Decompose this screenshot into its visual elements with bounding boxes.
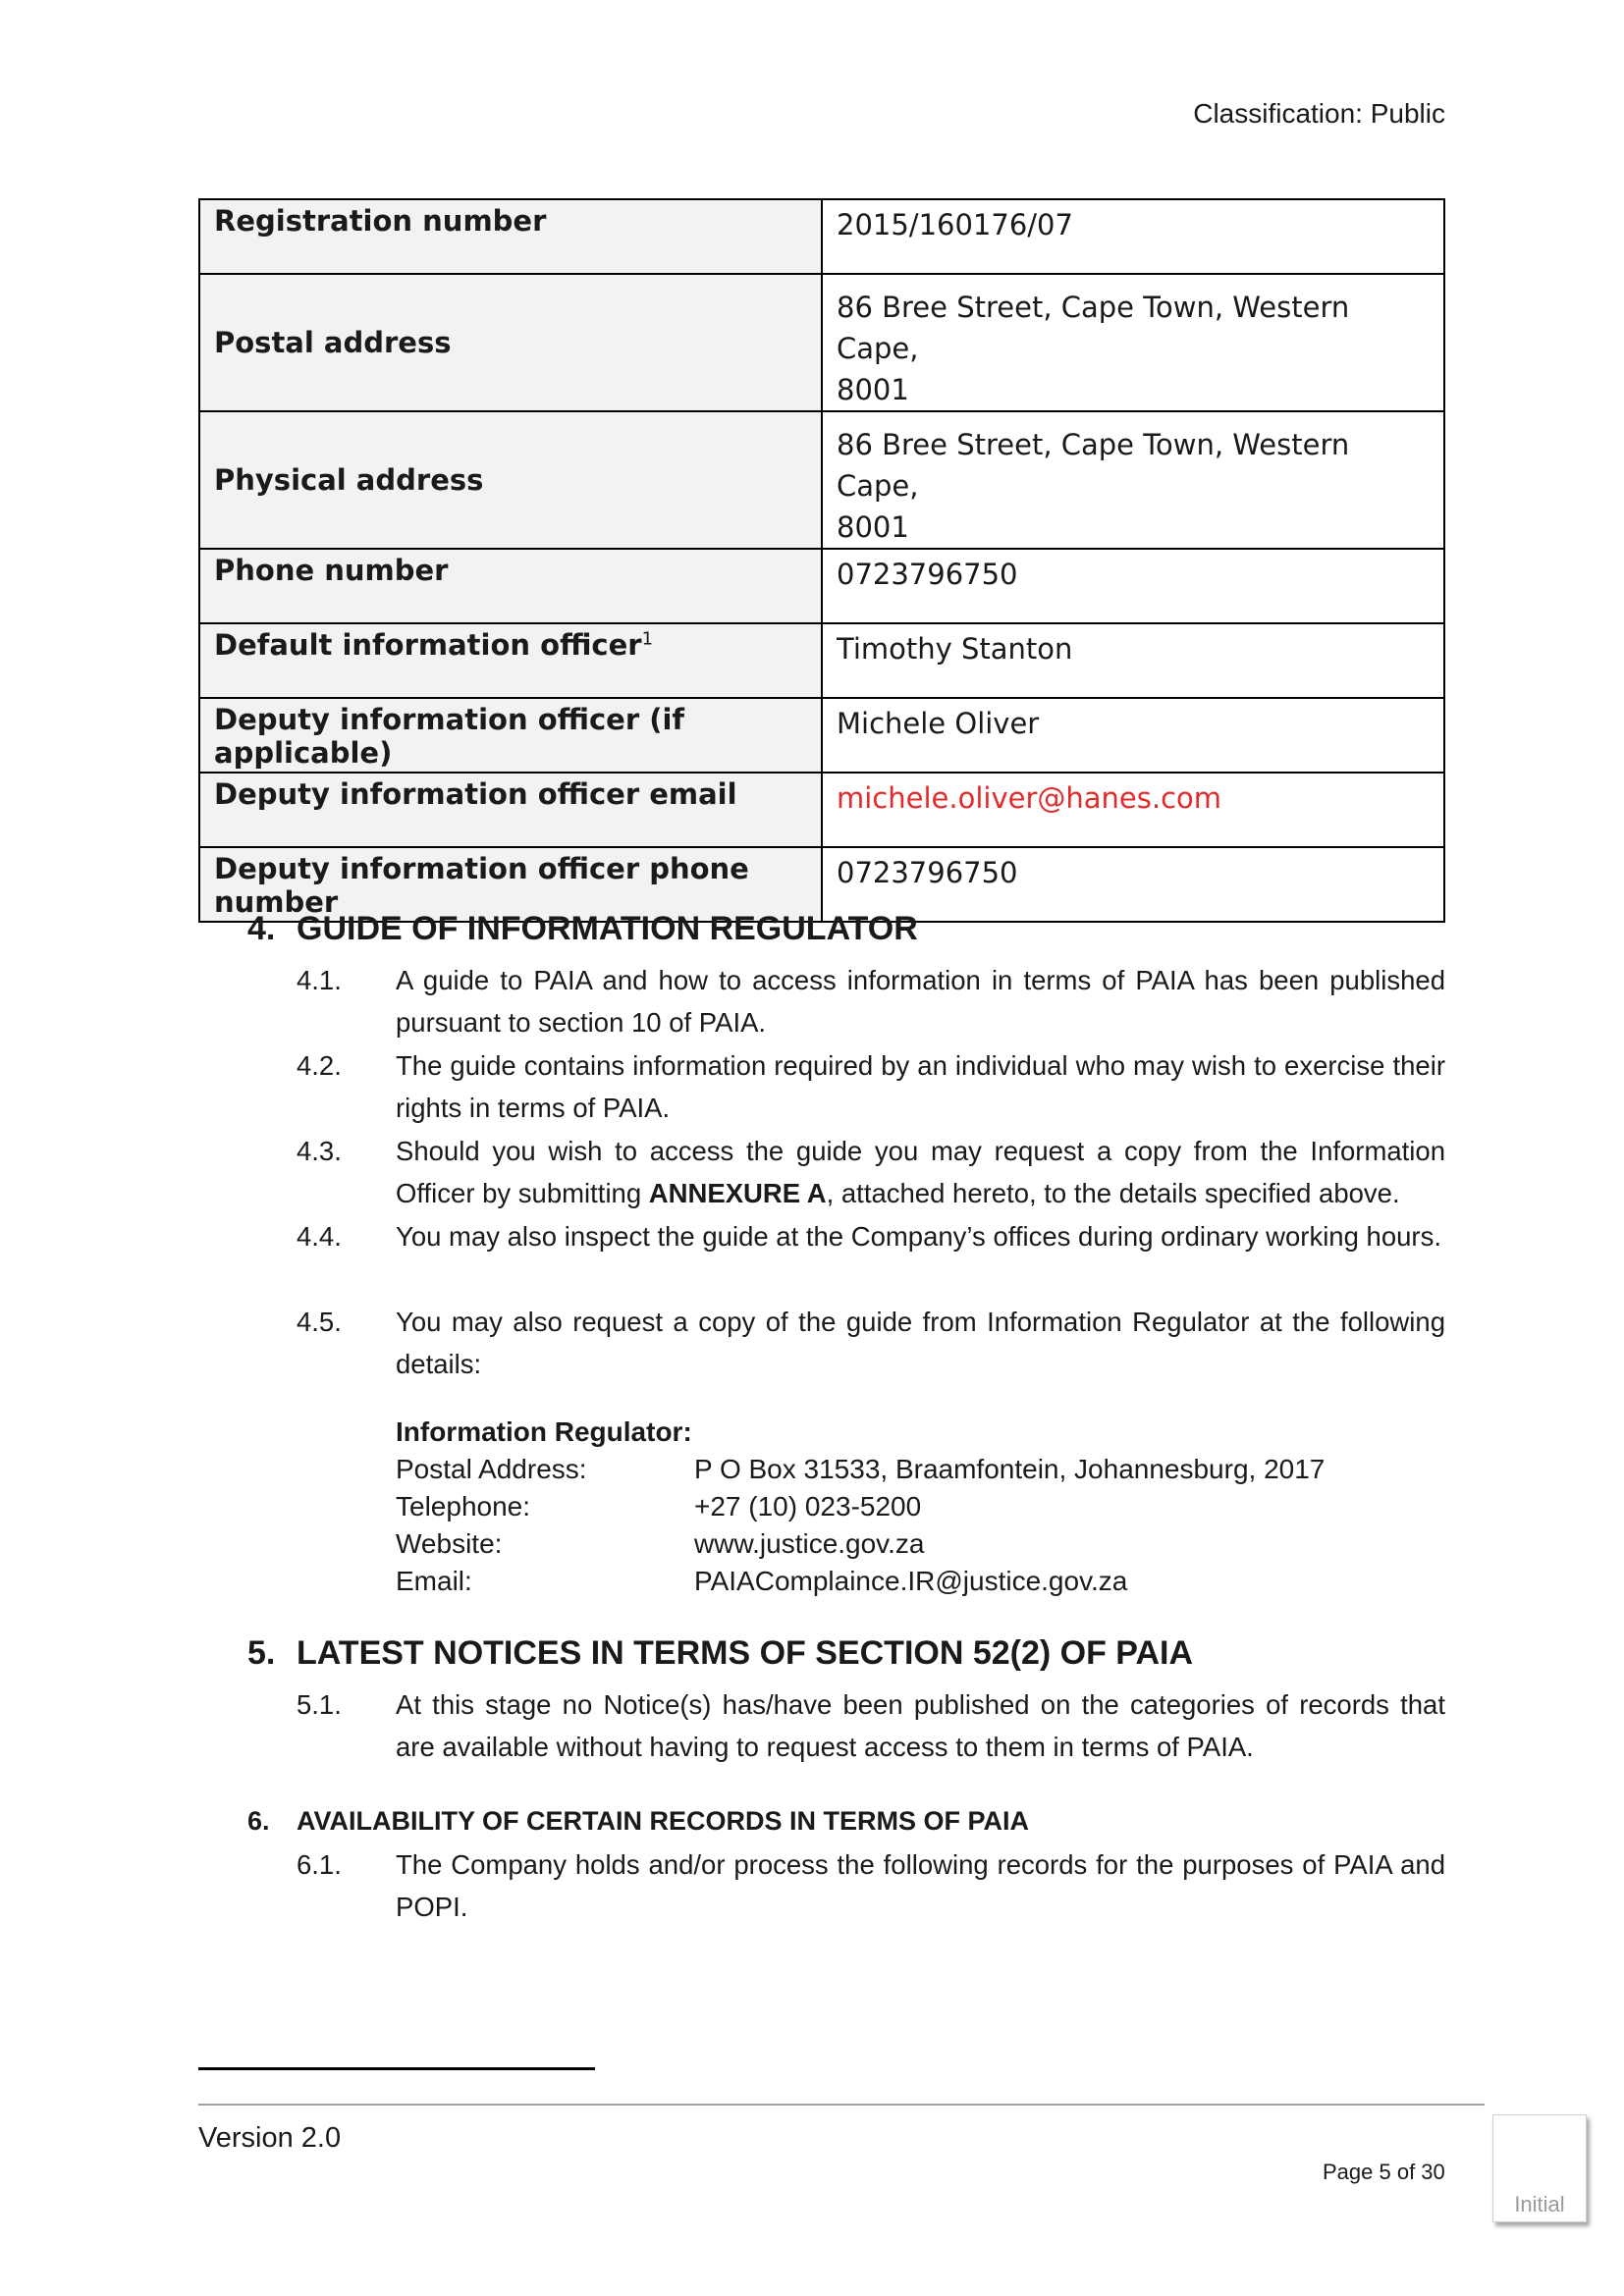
contact-value: P O Box 31533, Braamfontein, Johannesburg, 2017 xyxy=(694,1454,1326,1484)
page-number: Page 5 of 30 xyxy=(1323,2160,1445,2184)
row-label: Postal address xyxy=(199,274,822,411)
label-text: Default information officer xyxy=(214,628,642,662)
item-text xyxy=(396,1130,1445,1214)
table-row xyxy=(199,549,1444,623)
contact-label: Telephone: xyxy=(396,1491,531,1522)
table-row xyxy=(199,698,1444,773)
item-number: 4.1. xyxy=(297,965,342,995)
item-text: At this stage no Notice(s) has/have been published on the categories of records that are available without having to request access to them in terms of PAIA. xyxy=(396,1689,1445,1762)
row-label: Deputy information officer phone number xyxy=(199,847,822,922)
website-link[interactable]: www.justice.gov.za xyxy=(694,1528,925,1559)
regulator-contact-block xyxy=(396,1414,1325,1600)
value-line: 86 Bree Street, Cape Town, Western Cape, xyxy=(837,291,1350,365)
item-number: 4.5. xyxy=(297,1307,342,1337)
text-segment: , attached hereto, to the details specified above. xyxy=(826,1178,1400,1208)
footnote-separator xyxy=(198,2067,595,2070)
row-label xyxy=(199,623,822,698)
table-row xyxy=(199,773,1444,847)
row-value: 2015/160176/07 xyxy=(822,199,1444,274)
value-line: 86 Bree Street, Cape Town, Western Cape, xyxy=(837,428,1350,503)
contact-label: Email: xyxy=(396,1566,472,1596)
annexure-ref: ANNEXURE A xyxy=(648,1178,827,1208)
section-5-heading xyxy=(247,1634,1193,1673)
row-label: Deputy information officer email xyxy=(199,773,822,847)
item-text: You may also request a copy of the guide from Information Regulator at the following details: xyxy=(396,1307,1445,1379)
contact-row xyxy=(396,1488,1325,1525)
version-label: Version 2.0 xyxy=(198,2122,342,2154)
classification-label: Classification: Public xyxy=(1193,98,1445,129)
row-label: Phone number xyxy=(199,549,822,623)
table-row xyxy=(199,274,1444,411)
footnote-ref[interactable]: 1 xyxy=(641,628,654,650)
section-number: 6. xyxy=(247,1806,270,1836)
row-value: 0723796750 xyxy=(822,847,1444,922)
list-item xyxy=(297,959,1445,1043)
list-item xyxy=(297,1683,1445,1768)
section-6-heading xyxy=(247,1806,1029,1837)
list-item xyxy=(297,1843,1445,1928)
contact-label: Postal Address: xyxy=(396,1454,587,1484)
contact-label: Website: xyxy=(396,1528,503,1559)
list-item xyxy=(297,1215,1445,1257)
value-line: 8001 xyxy=(837,373,909,406)
contact-row xyxy=(396,1451,1325,1488)
item-text: You may also inspect the guide at the Company’s offices during ordinary working hours. xyxy=(396,1221,1441,1252)
row-label: Physical address xyxy=(199,411,822,549)
section-4-heading xyxy=(247,910,918,948)
item-number: 4.2. xyxy=(297,1050,342,1081)
list-item xyxy=(297,1044,1445,1129)
regulator-title: Information Regulator: xyxy=(396,1416,692,1447)
contact-row xyxy=(396,1563,1325,1600)
item-number: 4.4. xyxy=(297,1221,342,1252)
row-value xyxy=(822,274,1444,411)
row-label: Deputy information officer (if applicable) xyxy=(199,698,822,773)
contact-value: +27 (10) 023-5200 xyxy=(694,1491,922,1522)
section-number: 4. xyxy=(247,910,276,947)
item-text: The Company holds and/or process the following records for the purposes of PAIA and POPI. xyxy=(396,1849,1445,1922)
value-line: 8001 xyxy=(837,510,909,544)
footer-divider xyxy=(198,2104,1485,2106)
row-label: Registration number xyxy=(199,199,822,274)
text-segment: Should you wish to access the guide you may request a copy from the Information Officer by submitting xyxy=(396,1136,1445,1208)
item-number: 6.1. xyxy=(297,1849,342,1880)
section-title: GUIDE OF INFORMATION REGULATOR xyxy=(297,910,918,947)
row-value: 0723796750 xyxy=(822,549,1444,623)
item-text: The guide contains information required by an individual who may wish to exercise their rights in terms of PAIA. xyxy=(396,1050,1445,1123)
section-title: AVAILABILITY OF CERTAIN RECORDS IN TERMS OF PAIA xyxy=(297,1806,1030,1836)
item-number: 5.1. xyxy=(297,1689,342,1720)
company-info-table xyxy=(198,198,1445,923)
row-value xyxy=(822,411,1444,549)
row-value: Michele Oliver xyxy=(822,698,1444,773)
table-row xyxy=(199,199,1444,274)
initial-box[interactable]: Initial xyxy=(1492,2114,1587,2222)
email-link[interactable]: PAIAComplaince.IR@justice.gov.za xyxy=(694,1566,1128,1596)
section-title: LATEST NOTICES IN TERMS OF SECTION 52(2) OF PAIA xyxy=(297,1634,1194,1672)
table-row xyxy=(199,411,1444,549)
item-number: 4.3. xyxy=(297,1136,342,1166)
table-row xyxy=(199,623,1444,698)
section-number: 5. xyxy=(247,1634,276,1672)
email-link[interactable]: michele.oliver@hanes.com xyxy=(822,773,1444,847)
list-item xyxy=(297,1301,1445,1385)
item-text: A guide to PAIA and how to access information in terms of PAIA has been published pursuant to section 10 of PAIA. xyxy=(396,965,1445,1038)
list-item xyxy=(297,1130,1445,1214)
row-value: Timothy Stanton xyxy=(822,623,1444,698)
contact-row xyxy=(396,1525,1325,1563)
